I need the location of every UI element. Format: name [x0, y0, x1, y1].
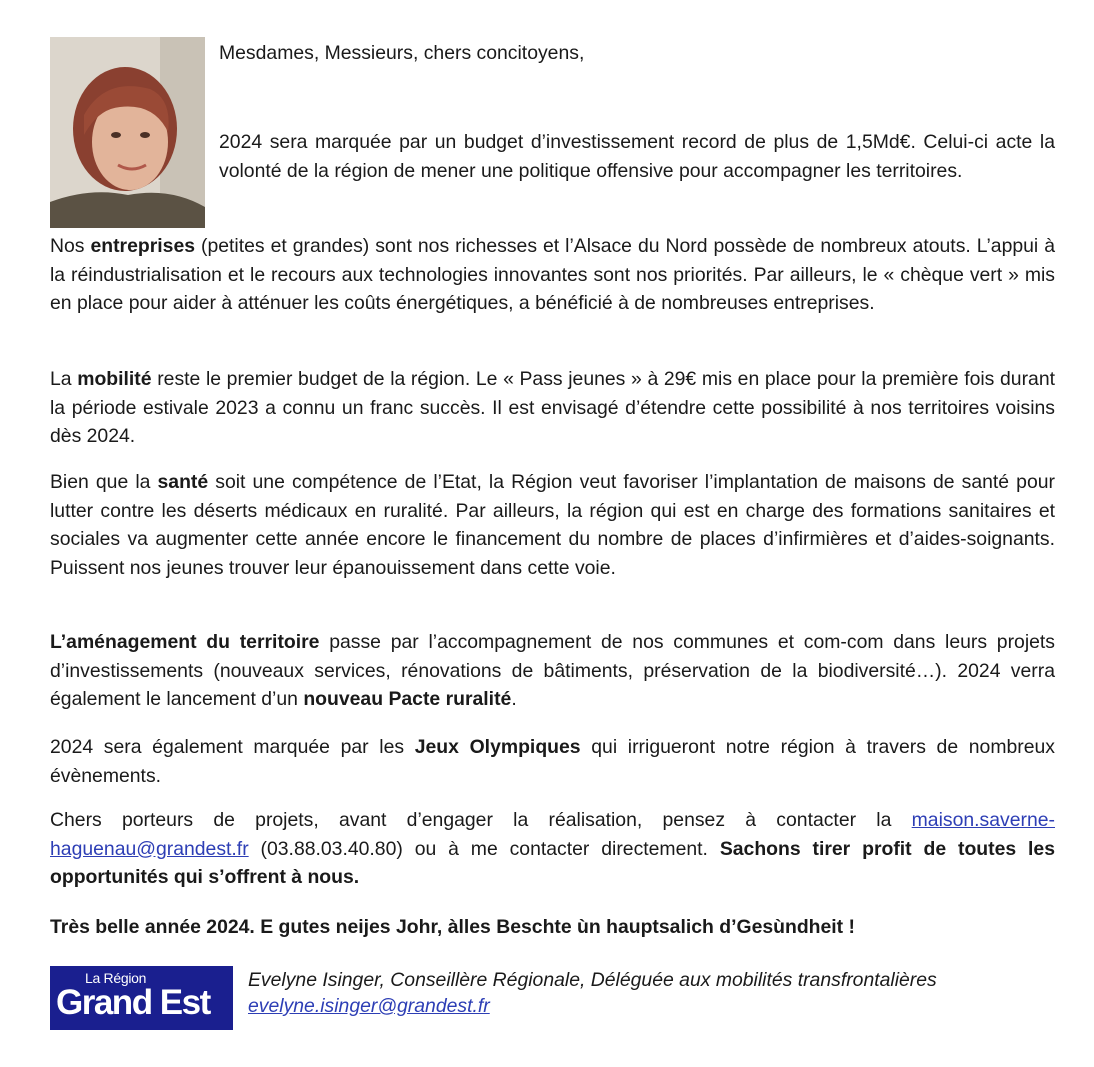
bold-keyword: nouveau Pacte ruralité	[303, 688, 512, 711]
signature-email-link[interactable]: evelyne.isinger@grandest.fr	[248, 995, 490, 1017]
text: Chers porteurs de projets, avant d’engager la réalisation, pensez à contacter la	[50, 809, 912, 831]
text: (petites et grandes) sont nos richesses et l’Alsace du Nord possède de nombreux atouts. L’appui à la réindustrialisation et le recours aux technologies innovantes sont nos priorités. Par ailleurs, le « chèque vert » mis en place pour aider à atténuer les coûts énergétiques, a bénéficié à de nombreuses entreprises.	[50, 235, 1055, 315]
bold-keyword: santé	[157, 471, 209, 493]
region-grand-est-logo	[50, 966, 233, 1030]
bold-call-to-action: Sachons tirer profit de toutes les opportunités qui s’offrent à nous.	[50, 837, 1055, 889]
text: qui irrigueront notre région à travers de nombreux évènements.	[50, 736, 1056, 787]
bold-keyword: entreprises	[90, 235, 196, 257]
bold-keyword: mobilité	[77, 368, 152, 390]
text: 2024 sera également marquée par les	[50, 736, 415, 758]
signature	[248, 967, 937, 1019]
text: (03.88.03.40.80) ou à me contacter directement.	[248, 837, 720, 860]
text: soit une compétence de l’Etat, la Région veut favoriser l’implantation de maisons de santé pour lutter contre les déserts médicaux en ruralité. Par ailleurs, la région qui est en charge des formations sanitaires et sociales va augmenter cette année encore le financement du nombre de places d’infirmières et d’aides-soignants. Puissent nos jeunes trouver leur épanouissement dans cette voie.	[50, 471, 1055, 579]
paragraph-entreprises	[50, 232, 1055, 318]
salutation: Mesdames, Messieurs, chers concitoyens,	[219, 42, 585, 64]
intro-paragraph: 2024 sera marquée par un budget d’investissement record de plus de 1,5Md€. Celui-ci acte la volonté de la région de mener une politique offensive pour accompagner les territoires.	[219, 131, 1055, 182]
signature-name: Evelyne Isinger, Conseillère Régionale, Déléguée aux mobilités transfrontalières	[248, 969, 937, 991]
text: Bien que la	[50, 471, 158, 493]
text: Nos	[50, 235, 91, 257]
bold-keyword: Jeux Olympiques	[414, 736, 581, 758]
paragraph-mobilite	[50, 365, 1055, 451]
closing-wishes: Très belle année 2024. E gutes neijes Johr, àlles Beschte ùn hauptsalich d’Gesùndheit !	[50, 916, 855, 938]
logo-small-text: La Région	[85, 970, 147, 986]
logo-big-text: Grand Est	[56, 983, 210, 1022]
author-portrait-photo	[50, 37, 205, 228]
contact-email-link[interactable]: maison.saverne-haguenau@grandest.fr	[50, 809, 1055, 860]
text: reste le premier budget de la région. Le « Pass jeunes » à 29€ mis en place pour la première fois durant la période estivale 2023 a connu un franc succès. Il est envisagé d’étendre cette possibilité à nos territoires voisins dès 2024.	[50, 368, 1055, 448]
paragraph-sante	[50, 468, 1055, 582]
bold-keyword: L’aménagement du territoire	[50, 631, 320, 653]
text: .	[511, 688, 517, 711]
text: passe par l’accompagnement de nos communes et com-com dans leurs projets d’investissements (nouveaux services, rénovations de bâtiments, préservation de la biodiversité…). 2024 verra également le lancement d’un	[50, 631, 1056, 711]
paragraph-amenagement	[50, 628, 1055, 714]
paragraph-jeux	[50, 733, 1055, 790]
text: La	[50, 368, 78, 390]
paragraph-contact	[50, 806, 1055, 892]
